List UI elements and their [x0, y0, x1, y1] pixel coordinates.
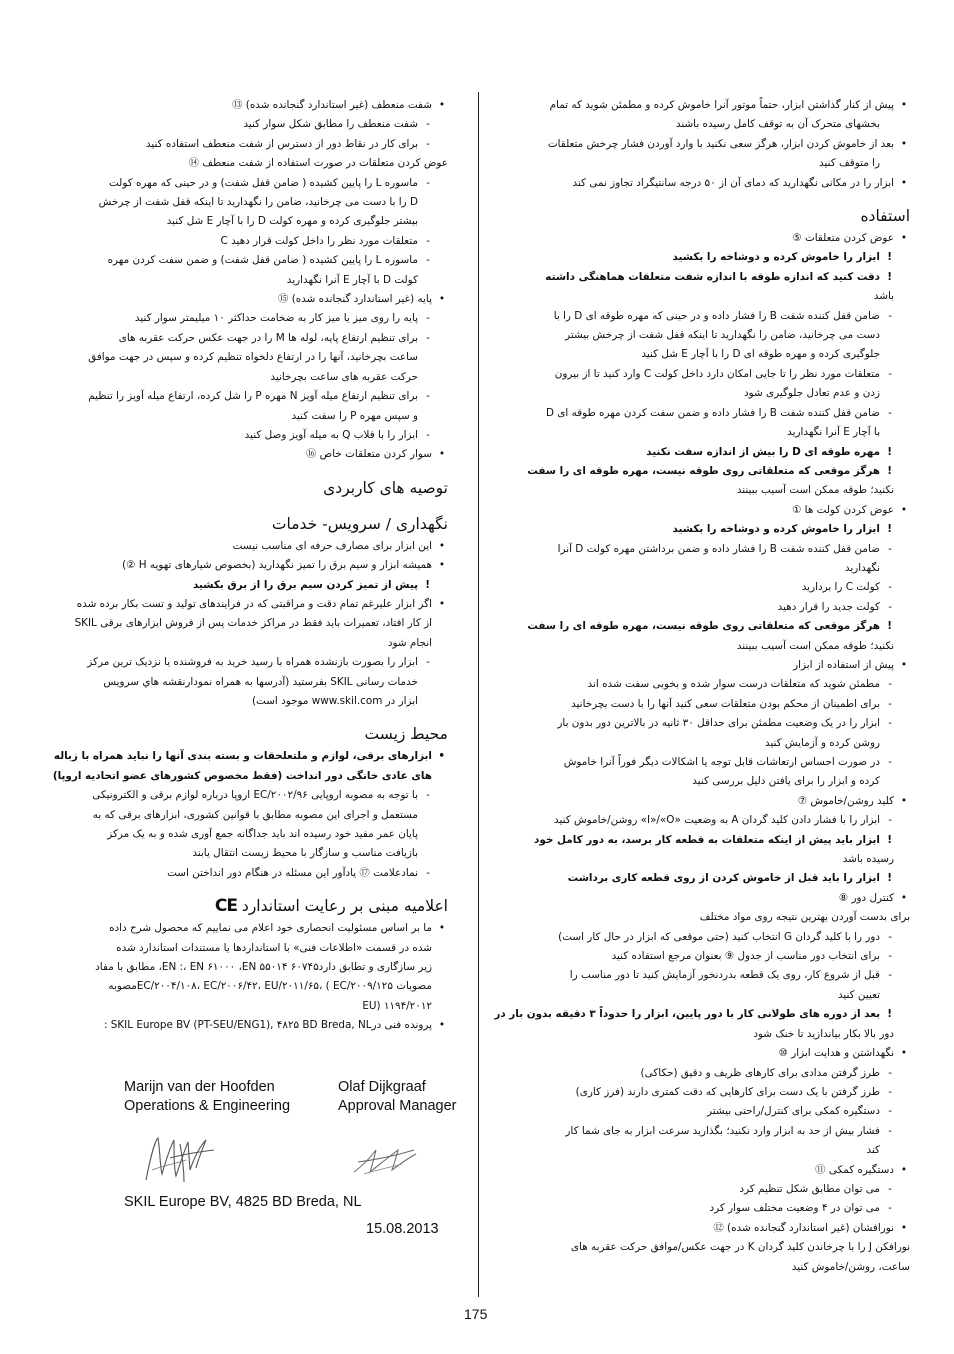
dash-item: - ابزار را بصورت بازنشده همراه با رسید خرید به فروشنده یا نزدیک ترین مرکز [40, 653, 448, 672]
column-divider [478, 92, 479, 1297]
dash-item: - شفت منعطف را مطابق شکل سوار کنید [40, 115, 448, 134]
continuation-line: کند [866, 1144, 880, 1157]
continuation-line: انجام شود [387, 636, 432, 649]
bullet-item: • بعد از خاموش کردن ابزار، هرگز سعی نکنید با وارد آوردن فشار چرخش متعلقات [490, 135, 910, 154]
dash-item: - ابزار را در یک وضعیت مطمئن برای حداقل ۳۰ ثانیه در بالاترین دور بدون بار [490, 714, 910, 733]
continuation-line: دست می چرخانید، ضامن را نگهدارید تا اینکه قفل شفت از چرخش بیشتر [565, 329, 880, 342]
dash-item: - متعلقات مورد نظر را داخل کولت قرار دهید C [40, 232, 448, 251]
continuation-line: از کار افتاد، تعمیرات باید فقط در مراکز خدمات پس از فروش ابزارهای برقی SKIL [74, 617, 432, 630]
text-line: برای بدست آوردن بهترین نتیجه روی مواد مختلف [699, 911, 910, 924]
bullet-item: • کلید روشن/خاموش ⑦ [490, 792, 910, 811]
warning-item: ! بعد از دوره های طولانی کار با دور پایین، ابزار را حدوداً ۳ دقیقه بدون بار در [490, 1005, 910, 1024]
bullet-item: • سوار کردن متعلقات خاص ⑯ [40, 445, 448, 464]
bullet-item: • عوض کردن متعلقات ⑤ [490, 229, 910, 248]
company-address: SKIL Europe BV, 4825 BD Breda, NL [124, 1194, 362, 1210]
bullet-item: • اگر ابزار علیرغم تمام دقت و مراقبتی که در فرایندهای تولید و تست بکار برده شده [40, 595, 448, 614]
continuation-line: کرده و ابزار را برای یافتن دلیل بررسی کنید [692, 775, 880, 788]
warning-item: ! مهره طوقه ای D را بیش از اندازه سفت نکنید [490, 443, 910, 462]
continuation-line: با آچار E آنرا نگهدارید [787, 426, 880, 439]
signer-1-name: Marijn van der Hoofden [124, 1079, 275, 1095]
dash-item: - ضامن قفل کننده شفت B را فشار داده و ضمن برداشتن مهره کولت D آنرا [490, 540, 910, 559]
dash-item: - ماسوره L را پایین کشیده ( ضامن قفل شفت) و ضمن سفت کردن مهره [40, 251, 448, 270]
dash-item: - کولت C را بردارید [490, 578, 910, 597]
bullet-item: • عوض کردن کولت ها ① [490, 501, 910, 520]
continuation-line: کولت D با آچار E آنرا نگهدارید [286, 273, 418, 286]
dash-item: - می توان در ۴ وضعیت مختلف سوار کرد [490, 1199, 910, 1218]
continuation-line: نکنید؛ طوقه ممکن است آسیب ببینند [736, 639, 894, 652]
signature-1-image [140, 1130, 220, 1186]
dash-item: - قبل از شروع کار، روی یک قطعه بدردنخور آزمایش کنید تا دور مناسب را [490, 966, 910, 985]
dash-item: - ماسوره L را پایین کشیده ( ضامن قفل شفت) و در حینی که مهره کولت [40, 174, 448, 193]
section-heading: استفاده [860, 207, 910, 226]
dash-item: - برای اطمینان از محکم بودن متعلقات سعی کنید آنها را با دست بچرخانید [490, 695, 910, 714]
page-number: 175 [464, 1306, 488, 1322]
continuation-line: مستعمل و اجرای این مصوبه مطابق با قوانین کشوری، ابزارهای برقی که به [92, 808, 418, 821]
left-column [40, 96, 448, 1036]
dash-item: - مطمئن شوید که متعلقات درست سوار شده و بخوبی سفت شده اند [490, 675, 910, 694]
dash-item: - دستگیره کمکی برای کنترل/راحتی بیشتر [490, 1102, 910, 1121]
ce-mark-icon: CE [214, 896, 237, 917]
warning-item: ! ابزار را خاموش کرده و دوشاخه را بکشید [490, 520, 910, 539]
section-heading: محیط زیست [364, 725, 448, 744]
declaration-date: 15.08.2013 [366, 1221, 439, 1237]
continuation-line: زیر سازگاری و تطابق دارد۶۰۷۴۵ EN :، EN ۶۱۰۰۰ ،EN ۵۵۰۱۴، مطابق با مفاد [95, 961, 432, 974]
bullet-item: • نورافشان (غیر استاندارد گنجانده شده) ⑫ [490, 1219, 910, 1238]
bullet-item: • دستگیره کمکی ⑪ [490, 1161, 910, 1180]
continuation-line: بازیافت مناسب و سازگار با محیط زیست انتقال یابند [192, 847, 418, 860]
continuation-line: ساعت بچرخانید، آنها را در ارتفاع دلخواه تنظیم کرده و سپس در جهت موافق [88, 351, 418, 364]
dash-item: - متعلقات مورد نظر را تا جایی امکان دارد داخل کولت C وارد کنید تا از بیرون [490, 365, 910, 384]
text-line: نورافکن J را با چرخاندن کلید گردان K در جهت عکس/موافق حرکت عقربه های [570, 1241, 910, 1254]
warning-item: ! دقت کنید که اندازه طوقه با اندازه شفت متعلقات هماهنگی داشته [490, 268, 910, 287]
bullet-item: • پرونده فنی درSKIL Europe BV (PT-SEU/ENG1), ۴۸۲۵ BD Breda, NL : [40, 1016, 448, 1035]
warning-item: ! هرگز موقعی که متعلقاتی روی طوقه نیست، مهره طوقه ای را سفت [490, 617, 910, 636]
bullet-item: • ابزار را در مکانی نگهدارید که دمای آن از ۵۰ درجه سانتیگراد تجاوز نمی کند [490, 174, 910, 193]
continuation-line-bold: های عادی خانگی دور انداخت (فقط مخصوص کشورهای عضو اتحادیه اروپا) [52, 769, 432, 782]
dash-item: - می توان مطابق شکل تنظیم کرد [490, 1180, 910, 1199]
continuation-line: شده در قسمت «اطلاعات فنی» با استانداردها یا مستندات استاندارد شده [116, 941, 432, 954]
dash-item: - طرز گرفتن مدادی برای کارهای ظریف و دقیق (حکاکی) [490, 1064, 910, 1083]
bullet-item: • کنترل دور ⑧ [490, 889, 910, 908]
dash-item: - برای تنظیم ارتفاع میله آویز N مهره P را شل کرده، ارتفاع میله آویز را تنظیم [40, 387, 448, 406]
dash-item: - طرز گرفتن با یک دست برای کارهایی که دقت کمتری دارند (فرز کاری) [490, 1083, 910, 1102]
continuation-line: رسیده باشد [842, 853, 894, 866]
dash-item: - کولت جدید را قرار دهید [490, 598, 910, 617]
signer-2-role: Approval Manager [338, 1098, 457, 1114]
continuation-line: EU) ۱۱۹۴/۲۰۱۲ [362, 999, 432, 1012]
warning-item: ! ابزار باید پیش از اینکه متعلقات به قطعه کار برسد، به دور کامل خود [490, 831, 910, 850]
dash-item: - پایه را روی میز یا میز کار به ضخامت حداکثر ۱۰ میلیمتر سوار کنید [40, 309, 448, 328]
continuation-line: دور بالا بکار بیاندازید تا خنک شود [753, 1027, 894, 1040]
bullet-item: • پایه (غیر استاندارد گنجانده شده) ⑮ [40, 290, 448, 309]
signer-1-role: Operations & Engineering [124, 1098, 291, 1114]
continuation-line: باشد [873, 290, 894, 303]
continuation-line: و سپس مهره P را سفت کنید [291, 409, 418, 422]
text-line: عوض کردن متعلقات در صورت استفاده از شفت منعطف ⑭ [188, 157, 448, 170]
dash-item: - ضامن قفل کننده شفت B را فشار داده و ضمن سفت کردن مهره طوقه ای D [490, 404, 910, 423]
continuation-line: را متوقف کنید [819, 157, 880, 170]
bullet-item: • همیشه ابزار و سیم برق را تمیز نگهدارید (بخصوص شیارهای تهویه H ②) [40, 556, 448, 575]
continuation-line: پایان عمر مفید خود رسیده اند باید جداگانه جمع آوری شده و به یک مرکز [107, 828, 418, 840]
dash-item: - دور را با کلید گردان G انتخاب کنید (حتی موقعی که ابزار در حال کار است) [490, 928, 910, 947]
continuation-line: D را با دست می چرخانید، ضامن را نگهدارید تا اینکه قفل شفت از چرخش [98, 196, 418, 209]
dash-item: - ضامن قفل کننده شفت B را فشار داده و در حینی که مهره طوقه ای D را با [490, 307, 910, 326]
section-heading-declaration [40, 893, 448, 919]
dash-item: - نمادعلامت ⑰ یادآور این مسئله در هنگام دور انداختن است [40, 864, 448, 883]
bullet-item: • شفت منعطف (غیر استاندارد گنجانده شده) ⑬ [40, 96, 448, 115]
continuation-line: زدن و عدم تعادل جلوگیری شود [743, 387, 880, 400]
signer-2-name: Olaf Dijkgraaf [338, 1079, 426, 1095]
signature-2-image [350, 1140, 422, 1178]
warning-item: ! پیش از تمیز کردن سیم برق را از برق بکشید [40, 576, 448, 595]
continuation-line: مصوبات EC/۲۰۰۴/۱۰۸، EC/۲۰۰۶/۴۲، EU/۲۰۱۱/۶۵، ( EC/۲۰۰۹/۱۲۵مصوبه [108, 980, 432, 993]
continuation-line: حرکت عقربه های ساعت بچرخانید [270, 370, 418, 383]
right-column [490, 96, 910, 1277]
continuation-line: ابزار در www.skil.com موجود است) [251, 694, 418, 707]
bullet-item: • پیش از کنار گذاشتن ابزار، حتماً موتور آنرا خاموش کرده و مطمئن شوید که تمام [490, 96, 910, 115]
warning-item: ! هرگز موقعی که متعلقاتی روی طوقه نیست، مهره طوقه ای را سفت [490, 462, 910, 481]
continuation-line: روشن کرده و آزمایش کنید [764, 736, 880, 749]
continuation-line: نکنید؛ طوقه ممکن است آسیب ببینند [736, 484, 894, 497]
warning-item: ! ابزار را خاموش کرده و دوشاخه را بکشید [490, 248, 910, 267]
continuation-line: بیشتر جلوگیری کرده و مهره کولت D را با آچار E شل کنید [166, 215, 418, 228]
bullet-item: • ما بر اساس مسئولیت انحصاری خود اعلام می نماییم که محصول شرح داده [40, 919, 448, 938]
declaration-heading-text: اعلامیه مبنی بر رعایت استاندارد [241, 897, 448, 916]
dash-item: - ابزار را با قلاب Q به میله آویز وصل کنید [40, 426, 448, 445]
dash-item: - فشار بیش از حد به ابزار وارد نکنید؛ بگذارید سرعت ابزار به جای شما کار [490, 1122, 910, 1141]
bullet-item-bold: • ابزارهای برقی، لوازم و ملتعلحقات و بسته بندی آنها را نباید همراه با زباله [40, 747, 448, 766]
dash-item: - در صورت احساس ارتعاشات قابل توجه یا اشکالات دیگر فوراً آنرا خاموش [490, 753, 910, 772]
section-heading: توصیه های کاربردی [323, 478, 448, 497]
dash-item: - برای کار در نقاط دور از دسترس از شفت منعطف استفاده کنید [40, 135, 448, 154]
section-heading: نگهداری / سرویس- خدمات [271, 514, 448, 533]
continuation-line: تعیین کنید [837, 988, 880, 1001]
dash-item: - برای انتخاب دور مناسب از جدول ⑨ بعنوان مرجع استفاده کنید [490, 947, 910, 966]
continuation-line: نگهدارید [844, 561, 880, 574]
bullet-item: • نگهداشتن و هدایت ابزار ⑩ [490, 1044, 910, 1063]
dash-item: - ابزار را با فشار دادن کلید گردان A به وضعیت «I»/«O» روشن/خاموش کنید [490, 811, 910, 830]
bullet-item: • پیش از استفاده از ابزار [490, 656, 910, 675]
continuation-line: خدمات رسانی SKIL بفرستید (آدرسها به همراه نمودارنقشه هاي سرويس [103, 675, 418, 688]
dash-item: - برای تنظیم ارتفاع پایه، لوله ها M را در جهت عکس حرکت عقربه های [40, 329, 448, 348]
warning-item: ! ابزار را باید قبل از خاموش کردن از روی قطعه کاری برداشت [490, 869, 910, 888]
continuation-line: جلوگیری کرده و مهره طوقه ای D را با آچار E شل کنید [641, 348, 880, 361]
continuation-line: بخشهای متحرک آن به توقف کامل رسیده باشند [675, 118, 880, 131]
bullet-item: • این ابزار برای مصارف حرفه ای مناسب نیست [40, 537, 448, 556]
dash-item: - با توجه به مصوبه اروپایی EC/۲۰۰۲/۹۶ اروپا درباره لوازم برقی و الکترونیکی [40, 786, 448, 805]
text-line: ساعت، روشن/خاموش کنید [791, 1260, 910, 1273]
